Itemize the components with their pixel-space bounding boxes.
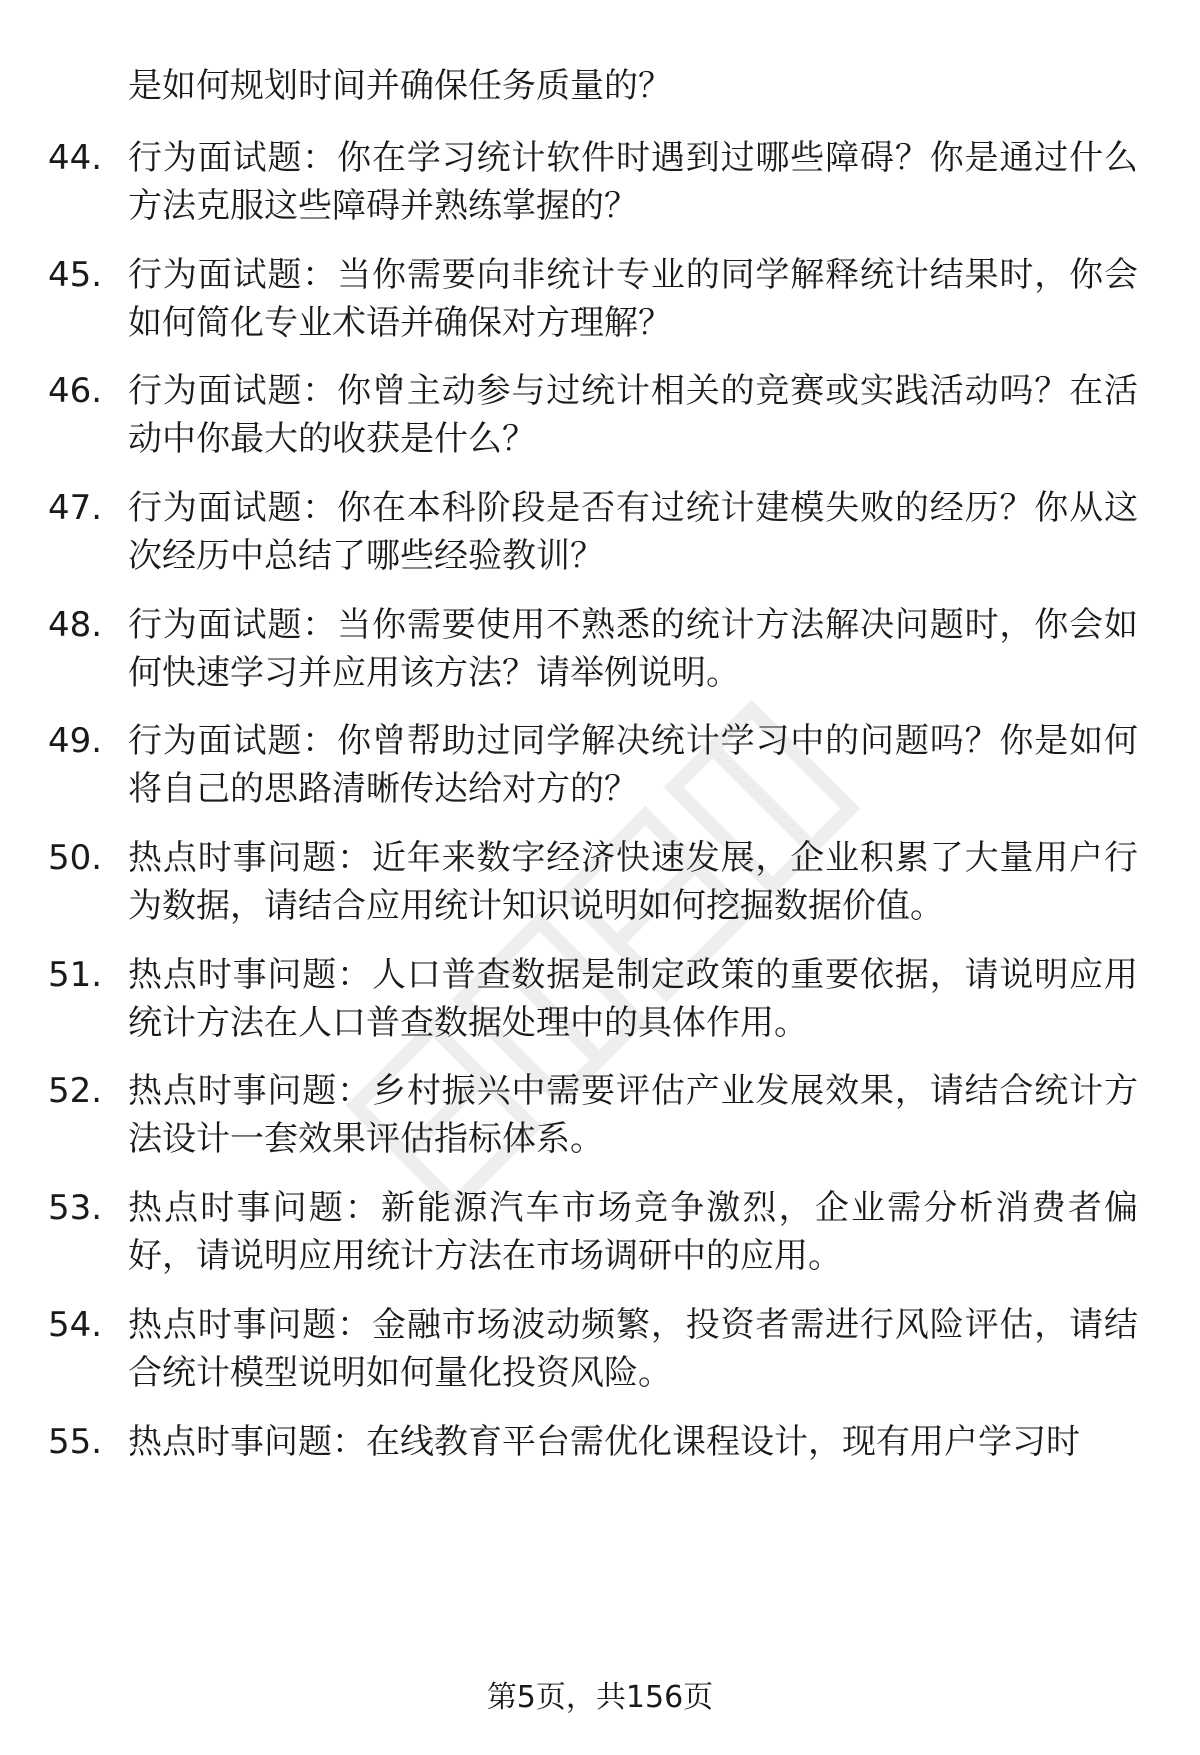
page-footer: 第5页，共156页 bbox=[486, 1680, 714, 1715]
question-number: 46. bbox=[48, 371, 103, 411]
question-number: 53. bbox=[48, 1188, 103, 1228]
question-item bbox=[48, 1301, 1138, 1397]
question-text: 行为面试题：你在学习统计软件时遇到过哪些障碍？你是通过什么方法克服这些障碍并熟练掌握的？ bbox=[128, 138, 1138, 226]
question-number: 44. bbox=[48, 138, 103, 178]
question-number: 48. bbox=[48, 605, 103, 645]
question-text: 热点时事问题：近年来数字经济快速发展，企业积累了大量用户行为数据，请结合应用统计知识说明如何挖掘数据价值。 bbox=[128, 838, 1138, 926]
question-text: 热点时事问题：新能源汽车市场竞争激烈，企业需分析消费者偏好，请说明应用统计方法在市场调研中的应用。 bbox=[128, 1188, 1138, 1276]
question-number: 51. bbox=[48, 955, 103, 995]
question-number: 45. bbox=[48, 255, 103, 295]
question-text: 行为面试题：当你需要向非统计专业的同学解释统计结果时，你会如何简化专业术语并确保对方理解？ bbox=[128, 255, 1138, 343]
question-text: 行为面试题：你曾帮助过同学解决统计学习中的问题吗？你是如何将自己的思路清晰传达给对方的？ bbox=[128, 721, 1138, 809]
question-item bbox=[48, 367, 1138, 463]
question-item bbox=[48, 1418, 1138, 1466]
question-text: 热点时事问题：在线教育平台需优化课程设计，现有用户学习时 bbox=[128, 1422, 1080, 1462]
question-item bbox=[48, 484, 1138, 580]
question-number: 49. bbox=[48, 721, 103, 761]
question-text: 行为面试题：你在本科阶段是否有过统计建模失败的经历？你从这次经历中总结了哪些经验教训？ bbox=[128, 488, 1138, 576]
question-item bbox=[48, 601, 1138, 697]
question-text: 行为面试题：当你需要使用不熟悉的统计方法解决问题时，你会如何快速学习并应用该方法？请举例说明。 bbox=[128, 605, 1138, 693]
question-item bbox=[48, 1184, 1138, 1280]
question-item bbox=[48, 717, 1138, 813]
question-item bbox=[48, 1067, 1138, 1163]
question-text: 热点时事问题：人口普查数据是制定政策的重要依据，请说明应用统计方法在人口普查数据处理中的具体作用。 bbox=[128, 955, 1138, 1043]
question-item bbox=[48, 134, 1138, 230]
question-text: 行为面试题：你曾主动参与过统计相关的竞赛或实践活动吗？在活动中你最大的收获是什么？ bbox=[128, 371, 1138, 459]
continued-question-text: 是如何规划时间并确保任务质量的？ bbox=[128, 66, 672, 106]
question-item bbox=[48, 951, 1138, 1047]
question-text: 热点时事问题：金融市场波动频繁，投资者需进行风险评估，请结合统计模型说明如何量化投资风险。 bbox=[128, 1305, 1138, 1393]
question-number: 47. bbox=[48, 488, 103, 528]
question-number: 55. bbox=[48, 1422, 103, 1462]
question-item bbox=[48, 834, 1138, 930]
question-number: 52. bbox=[48, 1071, 103, 1111]
question-item bbox=[48, 251, 1138, 347]
question-number: 50. bbox=[48, 838, 103, 878]
question-text: 热点时事问题：乡村振兴中需要评估产业发展效果，请结合统计方法设计一套效果评估指标体系。 bbox=[128, 1071, 1138, 1159]
question-number: 54. bbox=[48, 1305, 103, 1345]
